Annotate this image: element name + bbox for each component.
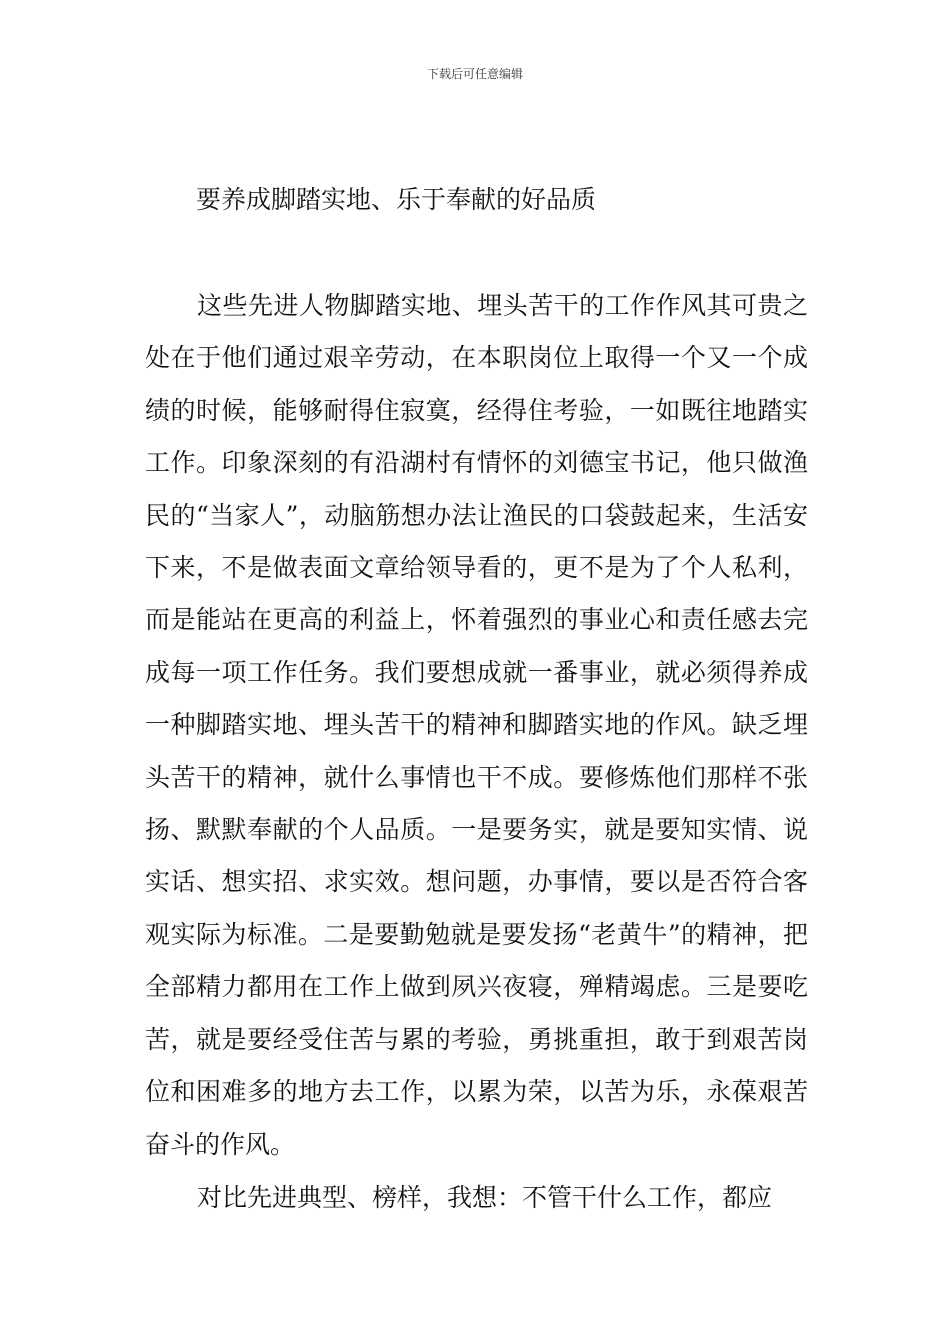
page-header-note: 下载后可任意编辑: [426, 67, 523, 81]
body-paragraph-2: 对比先进典型、榜样，我想：不管干什么工作，都应: [197, 1183, 773, 1212]
body-paragraph-1: 这些先进人物脚踏实地、埋头苦干的工作作风其可贵之处在于他们通过艰辛劳动，在本职岗位上取得一个又一个成绩的时候，能够耐得住寂寞，经得住考验，一如既往地踏实工作。印象深刻的有沿湖村有情怀的刘德宝书记，他只做渔民的“当家人”，动脑筋想办法让渔民的口袋鼓起来，生活安下来，不是做表面文章给领导看的，更不是为了个人私利，而是能站在更高的利益上，怀着强烈的事业心和责任感去完成每一项工作任务。我们要想成就一番事业，就必须得养成一种脚踏实地、埋头苦干的精神和脚踏实地的作风。缺乏埋头苦干的精神，就什么事情也干不成。要修炼他们那样不张扬、默默奉献的个人品质。一是要务实，就是要知实情、说实话、想实招、求实效。想问题，办事情，要以是否符合客观实际为标准。二是要勤勉就是要发扬“老黄牛”的精神，把全部精力都用在工作上做到夙兴夜寝，殚精竭虑。三是要吃苦，就是要经受住苦与累的考验，勇挑重担，敢于到艰苦岗位和困难多的地方去工作，以累为荣，以苦为乐，永葆艰苦奋斗的作风。: [145, 291, 808, 1159]
document-title: 要养成脚踏实地、乐于奉献的好品质: [196, 185, 597, 214]
